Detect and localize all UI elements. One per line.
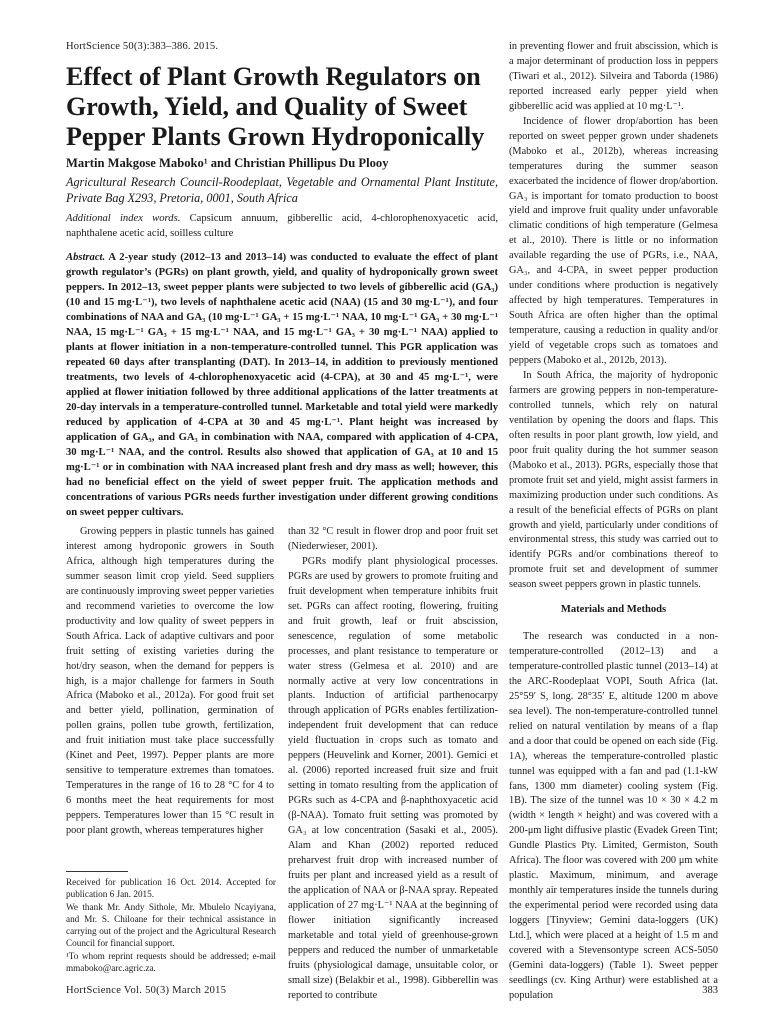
footnote: We thank Mr. Andy Sithole, Mr. Mbulelo Ncayiyana, and Mr. S. Chiloane for their technical assistance in carrying out of the project and the Agricultural Research Council for financial support. bbox=[66, 901, 276, 949]
body-column-2 bbox=[288, 525, 498, 1004]
paragraph: Growing peppers in plastic tunnels has gained interest among hydroponic growers in South Africa, although high temperatures during the summer season limit crop yield. Seed suppliers are continuously improving sweet pepper varieties and recommend varieties to overcome the low productivity and low quality of sweet peppers in South Africa. Lack of adaptive cultivars and poor fruit setting of existing varieties during the hot/dry season, when the demand for peppers is high, is a major challenge for farmers in South Africa (Maboko et al., 2012a). For good fruit set and better yield, pollination, germination of pollen grains, pollen tube growth, fertilization, and fruit initiation must take place successfully (Kinet and Peet, 1997). Pepper plants are more sensitive to temperature extremes than tomatoes. Temperatures in the range of 16 to 28 °C for 4 to 6 months meet the heat requirements for most peppers. Temperatures lower than 15 °C result in poor plant growth, whereas temperatures higher bbox=[66, 526, 274, 837]
index-words-label: Additional index words. bbox=[66, 213, 181, 224]
page-number: 383 bbox=[702, 985, 718, 996]
section-heading: Materials and Methods bbox=[560, 604, 667, 615]
body-column-1 bbox=[66, 525, 274, 839]
index-words-text: Capsicum annuum, gibberellic acid, 4-chlorophenoxyacetic acid, naphthalene acetic acid, soilless culture bbox=[66, 213, 498, 239]
footer-journal: HortScience Vol. 50(3) March 2015 bbox=[66, 985, 227, 996]
index-words bbox=[66, 211, 498, 241]
abstract bbox=[66, 250, 498, 520]
paragraph: In South Africa, the majority of hydroponic farmers are growing peppers in non-temperature-controlled tunnels, which rely on natural ventilation by opening the doors and flaps. This often results in poor plant growth, low yield, and poor fruit quality during the hot summer season (Maboko et al., 2013). PGRs, especially those that promote fruit set and yield, might assist farmers in maximizing production under such conditions. As a result of the beneficial effects of PGRs on plant growth and yield, particularly under conditions of environmental stress, this study was carried out to identify PGRs and/or combinations thereof to promote fruit set and development of summer season sweet peppers grown in plastic tunnels. bbox=[509, 369, 718, 591]
article-title bbox=[66, 62, 498, 152]
abstract-label: Abstract. bbox=[66, 252, 106, 263]
paragraph: Incidence of flower drop/abortion has been reported on sweet pepper grown under shadenets (Maboko et al., 2012b), whereas increasing temperatures during the summer season exacerbated the incidence of flower drop/abortion. GA₃ is important for tomato production to boost yield and improve fruit quality under unfavorable climatic conditions of high temperature (Gelmesa et al., 2010). There is little or no information available regarding the use of PGRs, i.e., NAA, GA₃, and 4-CPA, in sweet pepper production under conditions where production is negatively affected by high temperatures. Temperatures in South Africa are often higher than the optimal temperature, causing a reduction in quality and/or yield of vegetable crops such as tomatoes and peppers (Maboko et al., 2012b, 2013). bbox=[509, 115, 718, 367]
footnotes bbox=[66, 876, 276, 974]
paragraph: in preventing flower and fruit abscission, which is a major determinant of production loss in peppers (Tiwari et al., 2012). Silveira and Taborda (1986) reported increased early pepper yield when gibberellic acid was applied at 10 mg·L⁻¹. bbox=[509, 41, 718, 112]
paragraph: than 32 °C result in flower drop and poor fruit set (Niederwieser, 2001). bbox=[288, 526, 498, 552]
body-column-3 bbox=[509, 40, 718, 593]
title-line: Pepper Plants Grown Hydroponically bbox=[66, 122, 485, 151]
methods-column bbox=[509, 630, 718, 1004]
paragraph: PGRs modify plant physiological processes. PGRs are used by growers to promote fruiting and fruit development when temperature inhibits fruit set. PGRs can affect rooting, flowering, fruiting and fruit growth, leaf or fruit abscission, senescence, regulation of some metabolic processes, and plant resistance to temperature or water stress (Gelmesa et al. 2010) and are normally active at very low concentrations in plants. Induction of artificial parthenocarpy through application of PGRs enables fertilization-independent fruit development that can reduce yield fluctuation in crops such as tomato and peppers (Heuvelink and Korner, 2001). Gemici et al. (2006) reported increased fruit size and fruit setting in tomato resulting from the application of PGRs such as 4-CPA and β-naphthoxyacetic acid (β-NAA). Tomato fruit setting was promoted by GA₃ at low concentration (Sasaki et al., 2005). Alam and Khan (2002) reported reduced preharvest fruit drop with increased number of fruits per plant and increased yield as a result of the application of NAA or β-NAA spray. Repeated application of 27 mg·L⁻¹ NAA at the beginning of flower initiation significantly increased marketable and total yield of greenhouse-grown peppers and reduced the number of unmarketable fruits (physiological damage, unsuitable color, or small size) (Belakbir et al., 1998). Gibberellin was reported to contribute bbox=[288, 555, 498, 1001]
footnote: ¹To whom reprint requests should be addressed; e-mail mmaboko@arc.agric.za. bbox=[66, 950, 276, 974]
footnote-rule bbox=[66, 871, 128, 872]
affiliation: Agricultural Research Council-Roodeplaat, Vegetable and Ornamental Plant Institute, Private Bag X293, Pretoria, 0001, South Africa bbox=[66, 175, 498, 205]
title-line: Growth, Yield, and Quality of Sweet bbox=[66, 92, 468, 121]
footnote: Received for publication 16 Oct. 2014. Accepted for publication 6 Jan. 2015. bbox=[66, 877, 276, 900]
title-line: Effect of Plant Growth Regulators on bbox=[66, 62, 481, 91]
paragraph: The research was conducted in a non-temperature-controlled (2012–13) and a temperature-controlled plastic tunnel (2013–14) at the ARC-Roodeplaat VOPI, South Africa (lat. 25°59′ S, long. 28°35′ E, altitude 1200 m above sea level). The non-temperature-controlled tunnel relied on natural ventilation by means of a flap and a door that could be opened on each side (Fig. 1A), whereas the temperature-controlled plastic tunnel was equipped with a fan and pad (1.1-kW fans, 1300 mm diameter) cooling system (Fig. 1B). The size of the tunnel was 10 × 30 × 4.2 m (width × length × height) and was covered with a 200-μm light diffusive plastic (Evadek Green Tint; Gundle Plastics Pty. Limited, Germiston, South Africa). The floor was covered with 200 μm white plastic. Maximum, minimum, and average monthly air temperatures inside the tunnels during the experimental period were recorded using data loggers [Tinyview; Gemini data-loggers (UK) Ltd.], which were placed at a height of 1.5 m and covered with a Stevensontype screen ACS-5050 (Gemini data-loggers) (Table 1). Sweet pepper seedlings (cv. King Arthur) were established at a population bbox=[509, 631, 718, 1001]
journal-header: HortScience 50(3):383–386. 2015. bbox=[66, 41, 219, 52]
author-list: Martin Makgose Maboko¹ and Christian Phillipus Du Plooy bbox=[66, 156, 389, 170]
abstract-text: A 2-year study (2012–13 and 2013–14) was conducted to evaluate the effect of plant growth regulator’s (PGRs) on plant growth, yield, and quality of hydroponically grown sweet peppers. In 2012–13, sweet pepper plants were subjected to two levels of gibberellic acid (GA₃) (10 and 15 mg·L⁻¹), two levels of naphthalene acetic acid (NAA) (15 and 30 mg·L⁻¹), and four combinations of NAA and GA₃ (10 mg·L⁻¹ GA₃ + 15 mg·L⁻¹ NAA, 10 mg·L⁻¹ GA₃ + 30 mg·L⁻¹ NAA, 15 mg·L⁻¹ GA₃ + 15 mg·L⁻¹ NAA, and 15 mg·L⁻¹ GA₃ + 30 mg·L⁻¹ NAA) applied to plants at flower initiation in a non-temperature-controlled tunnel. This PGR application was repeated 60 days after transplanting (DAT). In 2013–14, in addition to previously mentioned treatments, two levels of 4-chlorophenoxyacetic acid (4-CPA), at 30 and 45 mg·L⁻¹, were applied at flower initiation followed by three additional applications of the latter treatments at 20-day intervals in a temperature-controlled tunnel. Marketable and total yield were markedly reduced by application of 4-CPA at 30 and 45 mg·L⁻¹. Plant height was increased by application of GA₃, and GA₃ in combination with NAA, compared with application of 4-CPA, 30 mg·L⁻¹ NAA, and the control. Results also showed that application of GA₃ at 10 and 15 mg·L⁻¹ or in combination with NAA increased plant fresh and dry mass as well; however, this had no beneficial effect on the yield of sweet pepper fruit. The application methods and concentrations of various PGRs needs further investigation under different growing conditions on sweet pepper cultivars. bbox=[66, 252, 498, 518]
